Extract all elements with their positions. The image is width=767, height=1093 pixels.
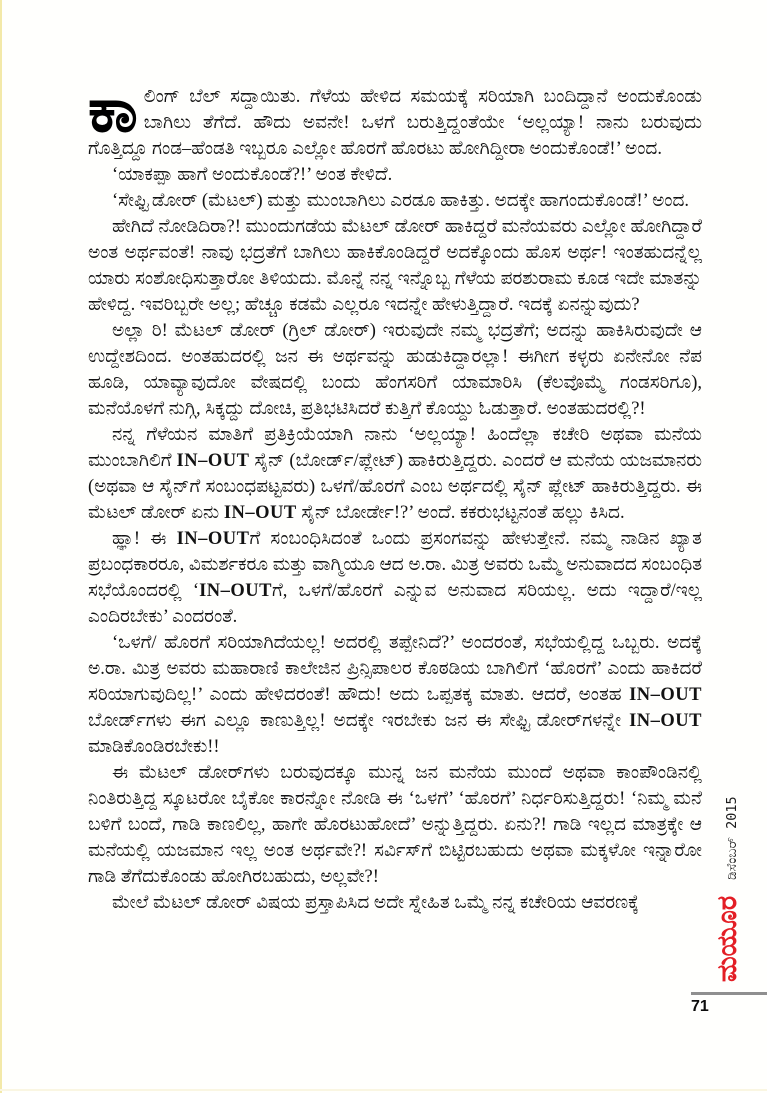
magazine-title: ಮಯೂರ — [712, 895, 743, 982]
inline-text: ಗೆ ಸಂಬಂಧಿಸಿದಂತೆ ಒಂದು ಪ್ರಸಂಗವನ್ನು ಹೇಳುತ್ತೇನೆ. ನಮ್ಮ ನಾಡಿನ ಖ್ಯಾತ ಪ್ರಬಂಧಕಾರರೂ, ವಿಮರ್ಶಕರೂ ಮತ್ತು ವಾಗ್ಮಿಯೂ ಆದ ಅ.ರಾ. ಮಿತ್ರ ಅವರು ಒಮ್ಮೆ ಅನುವಾದದ ಸಂಬಂಧಿತ ಸಭೆಯೊಂದರಲ್ಲಿ ‘ — [88, 529, 702, 601]
inline-text: ‘ಒಳಗೆ/ ಹೊರಗೆ ಸರಿಯಾಗಿದೆಯಲ್ಲ! ಅದರಲ್ಲಿ ತಪ್ಪೇನಿದೆ?’ ಅಂದರಂತೆ, ಸಭೆಯಲ್ಲಿದ್ದ ಒಬ್ಬರು. ಅದಕ್ಕೆ ಅ.ರಾ. ಮಿತ್ರ ಅವರು ಮಹಾರಾಣಿ ಕಾಲೇಜಿನ ಪ್ರಿನ್ಸಿಪಾಲರ ಕೊಠಡಿಯ ಬಾಗಿಲಿಗೆ ‘ಹೊರಗೆ’ ಎಂದು ಹಾಕಿದರೆ ಸರಿಯಾಗುವುದಿಲ್ಲ!’ ಎಂದು ಹೇಳಿದರಂತೆ! ಹೌದು! ಅದು ಒಪ್ಪತಕ್ಕ ಮಾತು. ಆದರೆ, ಅಂತಹ — [88, 633, 702, 705]
magazine-spine — [712, 796, 746, 982]
inline-bold-text: IN–OUT — [199, 581, 272, 601]
paragraph — [88, 630, 702, 760]
inline-text: ಅಲ್ಲಾ ರಿ! ಮೆಟಲ್ ಡೋರ್ (ಗ್ರಿಲ್ ಡೋರ್) ಇರುವುದೇ ನಮ್ಮ ಭದ್ರತೆಗೆ; ಅದನ್ನು ಹಾಕಿಸಿರುವುದೇ ಆ ಉದ್ದೇಶದಿಂದ. ಅಂತಹುದರಲ್ಲಿ ಜನ ಈ ಅರ್ಥವನ್ನು ಹುಡುಕಿದ್ದಾರಲ್ಲಾ! ಈಗೀಗ ಕಳ್ಳರು ಏನೇನೋ ನೆಪ ಹೂಡಿ, ಯಾವ್ಯಾವುದೋ ವೇಷದಲ್ಲಿ ಬಂದು ಹೆಂಗಸರಿಗೆ ಯಾಮಾರಿಸಿ (ಕೆಲವೊಮ್ಮೆ ಗಂಡಸರಿಗೂ), ಮನೆಯೊಳಗೆ ನುಗ್ಗಿ, ಸಿಕ್ಕದ್ದು ದೋಚಿ, ಪ್ರತಿಭಟಿಸಿದರೆ ಕುತ್ತಿಗೆ ಕೊಯ್ದು ಓಡುತ್ತಾರೆ. ಅಂತಹುದರಲ್ಲಿ?! — [88, 321, 702, 419]
drop-cap: ಕಾ — [88, 73, 136, 146]
inline-text: ಹ್ಞಾ! ಈ — [112, 529, 177, 549]
page-edge-bottom — [0, 1089, 767, 1091]
inline-text: ಸೈನ್ ಬೋರ್ಡೇ!?’ ಅಂದೆ. ಕಕರುಭಟ್ಟನಂತೆ ಹಲ್ಲು ಕಿಸಿದ. — [296, 503, 625, 523]
paragraph — [88, 188, 702, 214]
page-number: 71 — [691, 998, 709, 1015]
inline-text: ‘ಸೇಫ್ಟಿ ಡೋರ್ (ಮೆಟಲ್) ಮತ್ತು ಮುಂಬಾಗಿಲು ಎರಡೂ ಹಾಕಿತ್ತು. ಅದಕ್ಕೇ ಹಾಗಂದುಕೊಂಡೆ!’ ಅಂದ. — [112, 191, 690, 211]
paragraph — [88, 73, 702, 162]
inline-bold-text: IN–OUT — [176, 451, 250, 471]
inline-text: ‘ಯಾಕಪ್ಪಾ ಹಾಗೆ ಅಂದುಕೊಂಡೆ?!’ ಅಂತ ಕೇಳಿದೆ. — [112, 165, 393, 185]
paragraph — [88, 422, 702, 526]
paragraph — [88, 214, 702, 318]
inline-text: ಈ ಮೆಟಲ್ ಡೋರ್‌ಗಳು ಬರುವುದಕ್ಕೂ ಮುನ್ನ ಜನ ಮನೆಯ ಮುಂದೆ ಅಥವಾ ಕಾಂಪೌಂಡಿನಲ್ಲಿ ನಿಂತಿರುತ್ತಿದ್ದ ಸ್ಕೂಟರೋ ಬೈಕೋ ಕಾರನ್ನೋ ನೋಡಿ ಈ ‘ಒಳಗೆ’ ‘ಹೊರಗೆ’ ನಿರ್ಧರಿಸುತ್ತಿದ್ದರು! ‘ನಿಮ್ಮ ಮನೆ ಬಳಿಗೆ ಬಂದೆ, ಗಾಡಿ ಕಾಣಲಿಲ್ಲ, ಹಾಗೇ ಹೊರಟುಹೋದೆ’ ಅನ್ನುತ್ತಿದ್ದರು. ಏನು?! ಗಾಡಿ ಇಲ್ಲದ ಮಾತ್ರಕ್ಕೇ ಆ ಮನೆಯಲ್ಲಿ ಯಜಮಾನ ಇಲ್ಲ ಅಂತ ಅರ್ಥವೇ?! ಸರ್ವಿಸ್‌ಗೆ ಬಿಟ್ಟಿರಬಹುದು ಅಥವಾ ಮಕ್ಕಳೋ ಇನ್ನಾರೋ ಗಾಡಿ ತೆಗೆದುಕೊಂಡು ಹೋಗಿರಬಹುದು, ಅಲ್ಲವೇ?! — [88, 763, 702, 887]
paragraph — [88, 890, 702, 916]
inline-text: ಲಿಂಗ್ ಬೆಲ್ ಸದ್ದಾಯಿತು. ಗೆಳೆಯ ಹೇಳಿದ ಸಮಯಕ್ಕೆ ಸರಿಯಾಗಿ ಬಂದಿದ್ದಾನೆ ಅಂದುಕೊಂಡು ಬಾಗಿಲು ತೆಗೆದೆ. ಹೌದು ಅವನೇ! ಒಳಗೆ ಬರುತ್ತಿದ್ದಂತೆಯೇ ‘ಅಲ್ಲಯ್ಯಾ! ನಾನು ಬರುವುದು ಗೊತ್ತಿದ್ದೂ ಗಂಡ–ಹೆಂಡತಿ ಇಬ್ಬರೂ ಎಲ್ಲೋ ಹೊರಗೆ ಹೊರಟು ಹೋಗಿದ್ದೀರಾ ಅಂದುಕೊಂಡೆ!’ ಅಂದ. — [88, 87, 702, 159]
paragraph — [88, 162, 702, 188]
inline-text: ನನ್ನ ಗೆಳೆಯನ ಮಾತಿಗೆ ಪ್ರತಿಕ್ರಿಯೆಯಾಗಿ ನಾನು ‘ಅಲ್ಲಯ್ಯಾ! ಹಿಂದೆಲ್ಲಾ ಕಚೇರಿ ಅಥವಾ ಮನೆಯ ಮುಂಬಾಗಿಲಿಗೆ — [88, 425, 702, 471]
paragraph — [88, 318, 702, 422]
inline-text: ಹೇಗಿದೆ ನೋಡಿದಿರಾ?! ಮುಂದುಗಡೆಯ ಮೆಟಲ್ ಡೋರ್ ಹಾಕಿದ್ದರೆ ಮನೆಯವರು ಎಲ್ಲೋ ಹೋಗಿದ್ದಾರೆ ಅಂತ ಅರ್ಥವಂತೆ! ನಾವು ಭದ್ರತೆಗೆ ಬಾಗಿಲು ಹಾಕಿಕೊಂಡಿದ್ದರೆ ಅದಕ್ಕೊಂದು ಹೊಸ ಅರ್ಥ! ಇಂತಹುದನ್ನೆಲ್ಲ ಯಾರು ಸಂಶೋಧಿಸುತ್ತಾರೋ ತಿಳಿಯದು. ಮೊನ್ನೆ ನನ್ನ ಇನ್ನೊಬ್ಬ ಗೆಳೆಯ ಪರಶುರಾಮ ಕೂಡ ಇದೇ ಮಾತನ್ನು ಹೇಳಿದ್ದ. ಇವರಿಬ್ಬರೇ ಅಲ್ಲ; ಹೆಚ್ಚೂ ಕಡಮೆ ಎಲ್ಲರೂ ಇದನ್ನೇ ಹೇಳುತ್ತಿದ್ದಾರೆ. ಇದಕ್ಕೆ ಏನನ್ನುವುದು? — [88, 217, 702, 315]
inline-text: ಗೆ, ಒಳಗೆ/ಹೊರಗೆ ಎನ್ನುವ ಅನುವಾದ ಸರಿಯಲ್ಲ. ಅದು ಇದ್ದಾರೆ/ಇಲ್ಲ ಎಂದಿರಬೇಕು’ ಎಂದರಂತೆ. — [88, 581, 702, 627]
inline-bold-text: IN–OUT — [223, 503, 297, 523]
inline-text: ಮೇಲೆ ಮೆಟಲ್ ಡೋರ್ ವಿಷಯ ಪ್ರಸ್ತಾಪಿಸಿದ ಅದೇ ಸ್ನೇಹಿತ ಒಮ್ಮೆ ನನ್ನ ಕಚೇರಿಯ ಆವರಣಕ್ಕೆ — [112, 893, 639, 913]
article-body — [88, 73, 702, 916]
inline-text: ಸೈನ್ (ಬೋರ್ಡ್/ಪ್ಲೇಟ್) ಹಾಕಿರುತ್ತಿದ್ದರು. ಎಂದರೆ ಆ ಮನೆಯ ಯಜಮಾನರು (ಅಥವಾ ಆ ಸೈನ್‌ಗೆ ಸಂಬಂಧಪಟ್ಟವರು) ಒಳಗೆ/ಹೊರಗೆ ಎಂಬ ಅರ್ಥದಲ್ಲಿ ಸೈನ್ ಪ್ಲೇಟ್ ಹಾಕಿರುತ್ತಿದ್ದರು. ಈ ಮೆಟಲ್ ಡೋರ್ ಏನು — [88, 451, 702, 523]
inline-text: ಬೋರ್ಡ್‌ಗಳು ಈಗ ಎಲ್ಲೂ ಕಾಣುತ್ತಿಲ್ಲ! ಅದಕ್ಕೇ ಇರಬೇಕು ಜನ ಈ ಸೇಫ್ಟಿ ಡೋರ್‌ಗಳನ್ನೇ — [88, 711, 630, 731]
inline-bold-text: IN–OUT — [176, 529, 250, 549]
issue-date: ಡಿಸೆಂಬರ್ 2015 — [724, 796, 740, 880]
paragraph — [88, 526, 702, 630]
page-number-box — [691, 992, 767, 1016]
inline-text: ಮಾಡಿಕೊಂಡಿರಬೇಕು!! — [88, 737, 220, 757]
page-edge-left — [0, 0, 2, 1093]
inline-bold-text: IN–OUT — [629, 685, 702, 705]
inline-bold-text: IN–OUT — [629, 711, 702, 731]
paragraph — [88, 760, 702, 890]
